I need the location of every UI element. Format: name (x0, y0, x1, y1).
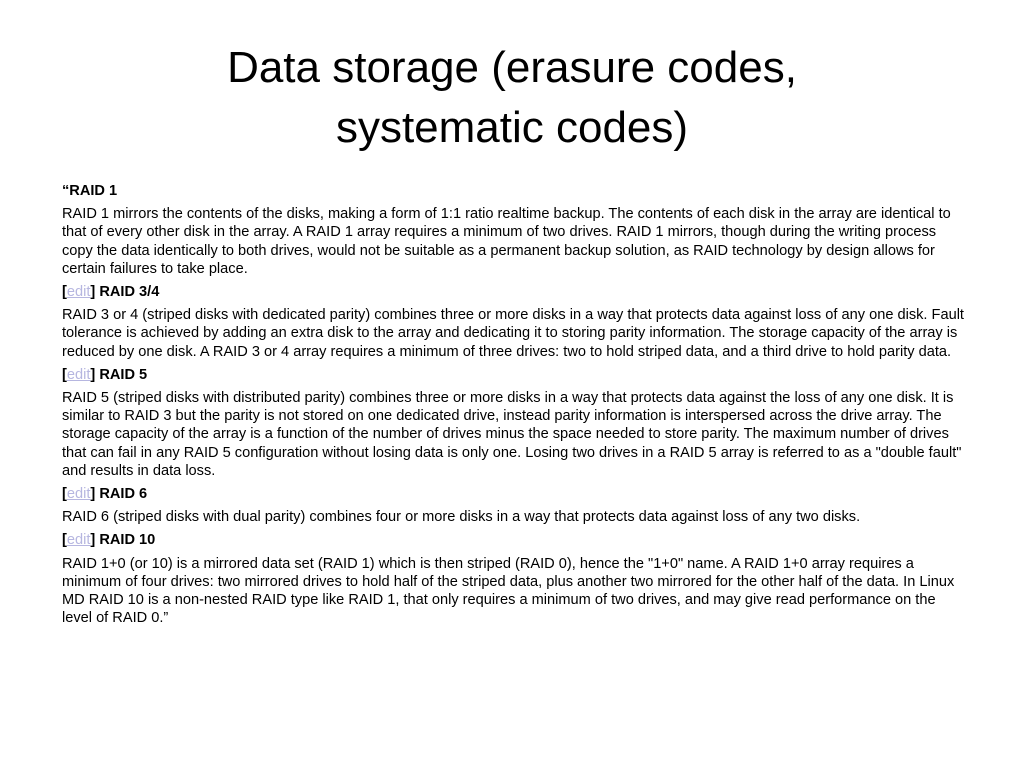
title-line-2: systematic codes) (335, 103, 689, 152)
slide-body (62, 182, 966, 632)
raid1-paragraph: RAID 1 mirrors the contents of the disks, making a form of 1:1 ratio realtime backup. The contents of each disk in the array are identical to that of every other disk in the array. A RAID 1 array requires a minimum of two drives. RAID 1 mirrors, though during the writing process copy the data identically to both drives, would not be suitable as a permanent backup solution, as RAID technology by design allows for certain failures to take place. (62, 206, 951, 277)
raid10-paragraph: RAID 1+0 (or 10) is a mirrored data set (RAID 1) which is then striped (RAID 0), hence the "1+0" name. A RAID 1+0 array requires a minimum of four drives: two mirrored drives to hold half of the striped data, plus another two mirrored for the other half of the data. In Linux MD RAID 10 is a non-nested RAID type like RAID 1, that only requires a minimum of two drives, and may give read performance on the level of RAID 0.” (62, 555, 955, 627)
raid10-edit-link[interactable]: edit (66, 532, 91, 549)
title-line-1: Data storage (erasure codes, (227, 43, 797, 92)
raid10-heading-text: RAID 10 (99, 532, 156, 549)
raid10-heading: [edit] RAID 10 (62, 532, 156, 549)
slide-title (60, 38, 964, 158)
raid1-heading (62, 182, 966, 200)
raid5-edit-link[interactable]: edit (66, 366, 91, 383)
raid34-edit-link[interactable]: edit (66, 284, 91, 301)
raid34-heading-text: RAID 3/4 (99, 284, 160, 301)
raid5-heading-text: RAID 5 (99, 366, 148, 383)
raid5-paragraph: RAID 5 (striped disks with distributed parity) combines three or more disks in a way that protects data against the loss of any one disk. It is similar to RAID 3 but the parity is not stored on one dedicated drive, instead parity information is interspersed across the drive array. The storage capacity of the array is a function of the number of drives minus the space needed to store parity. The maximum number of drives that can fail in any RAID 5 configuration without losing data is only one. Losing two drives in a RAID 5 array is referred to as a "double fault" and results in data loss. (62, 390, 962, 479)
raid34-heading: [edit] RAID 3/4 (62, 284, 160, 301)
raid6-paragraph: RAID 6 (striped disks with dual parity) combines four or more disks in a way that protects data against loss of any two disks. (62, 509, 861, 526)
raid5-heading: [edit] RAID 5 (62, 366, 148, 383)
raid6-heading-text: RAID 6 (99, 486, 148, 503)
raid1-heading-text: “RAID 1 (62, 183, 118, 199)
raid6-edit-link[interactable]: edit (66, 486, 91, 503)
raid6-heading: [edit] RAID 6 (62, 486, 148, 503)
raid34-paragraph: RAID 3 or 4 (striped disks with dedicated parity) combines three or more disks in a way that protects data against loss of any one disk. Fault tolerance is achieved by adding an extra disk to the array and dedicating it to storing parity information. The storage capacity of the array is reduced by one disk. A RAID 3 or 4 array requires a minimum of three drives: two to hold striped data, and a third drive to hold parity data. (62, 307, 964, 360)
